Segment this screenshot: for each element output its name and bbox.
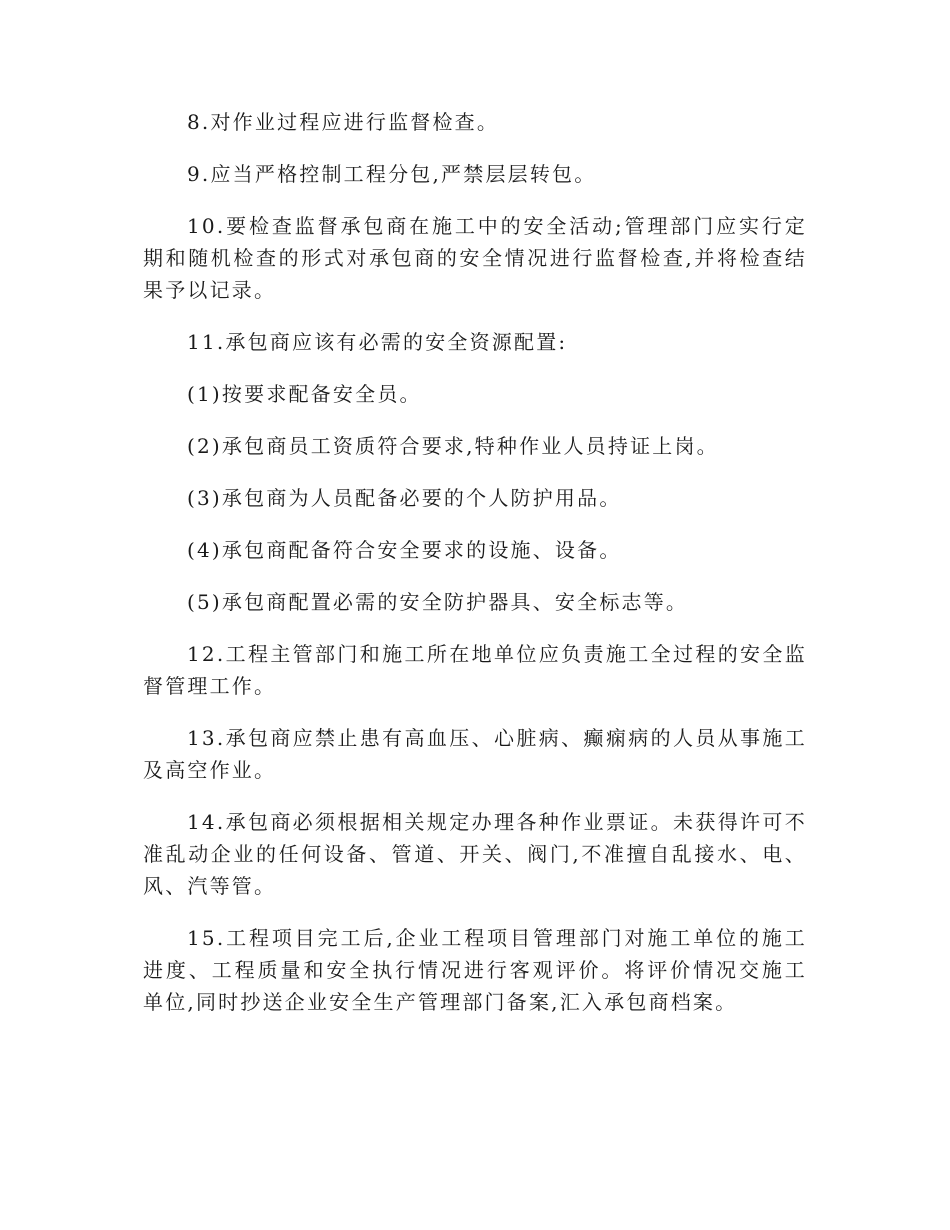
- sub-item-2: (2)承包商员工资质符合要求,特种作业人员持证上岗。: [187, 434, 719, 458]
- document-body: [143, 106, 807, 1038]
- sub-item-4: (4)承包商配备符合安全要求的设施、设备。: [187, 538, 622, 562]
- paragraph-item-12: 12.工程主管部门和施工所在地单位应负责施工全过程的安全监督管理工作。: [143, 642, 807, 698]
- sub-item-3: (3)承包商为人员配备必要的个人防护用品。: [187, 486, 622, 510]
- paragraph-item-14: 14.承包商必须根据相关规定办理各种作业票证。未获得许可不准乱动企业的任何设备、管道、开关、阀门,不准擅自乱接水、电、风、汽等管。: [143, 810, 807, 898]
- paragraph-item-9: 9.应当严格控制工程分包,严禁层层转包。: [187, 162, 597, 186]
- paragraph-item-11: 11.承包商应该有必需的安全资源配置:: [187, 330, 568, 354]
- paragraph-item-10: 10.要检查监督承包商在施工中的安全活动;管理部门应实行定期和随机检查的形式对承包商的安全情况进行监督检查,并将检查结果予以记录。: [143, 214, 807, 302]
- sub-item-5: (5)承包商配置必需的安全防护器具、安全标志等。: [187, 590, 689, 614]
- paragraph-item-15: 15.工程项目完工后,企业工程项目管理部门对施工单位的施工进度、工程质量和安全执行情况进行客观评价。将评价情况交施工单位,同时抄送企业安全生产管理部门备案,汇入承包商档案。: [143, 926, 807, 1014]
- sub-item-1: (1)按要求配备安全员。: [187, 382, 422, 406]
- paragraph-item-8: 8.对作业过程应进行监督检查。: [187, 110, 500, 134]
- paragraph-item-13: 13.承包商应禁止患有高血压、心脏病、癫痫病的人员从事施工及高空作业。: [143, 726, 807, 782]
